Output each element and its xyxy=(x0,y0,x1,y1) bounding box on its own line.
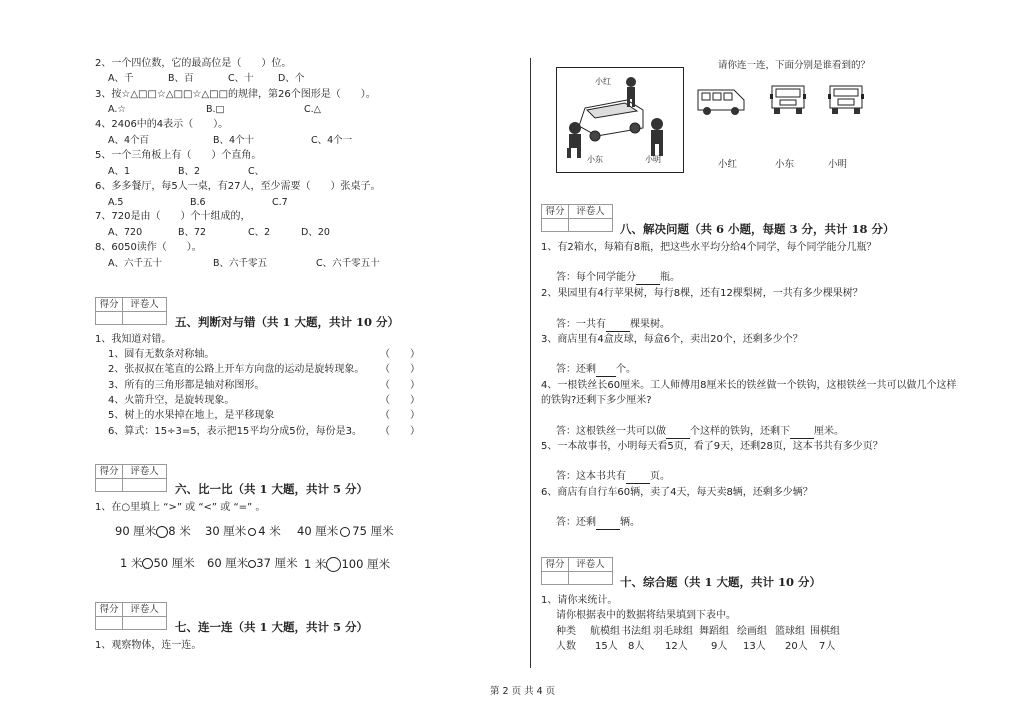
sec6-intro: 1、在○里填上 “>” 或 “<” 或 “=” 。 xyxy=(95,502,266,513)
compare-1: 90 厘米 8 米 xyxy=(115,524,191,538)
q2-opt-b: B、百 xyxy=(168,73,194,84)
back-view-icon[interactable] xyxy=(826,82,866,118)
sec5-item-5: 5、树上的水果掉在地上，是平移现象 xyxy=(108,410,275,421)
grader-label: 评卷人 xyxy=(123,465,166,479)
stat-count-5: 13人 xyxy=(743,641,766,652)
answer-blank[interactable] xyxy=(596,364,616,377)
q8-opt-c: C、六千零五十 xyxy=(316,258,380,269)
pic-label-right: 小明 xyxy=(645,155,661,164)
q3-text: 3、按☆△□□☆△□□☆△□□的规律，第26个图形是（ ）。 xyxy=(95,89,376,100)
sec8-a6: 答：还剩 辆。 xyxy=(556,517,640,528)
compare-circle[interactable] xyxy=(340,527,350,537)
sec8-q3: 3、商店里有4盒皮球，每盒6个，卖出20个，还剩多少个？ xyxy=(541,334,803,345)
pic-label-left: 小东 xyxy=(587,155,603,164)
sec8-a4: 答：这根铁丝一共可以做 个这样的铁钩，还剩下 厘米。 xyxy=(556,426,844,437)
column-divider xyxy=(530,58,531,668)
grader-label: 评卷人 xyxy=(123,603,166,617)
compare-5: 60 厘米 37 厘米 xyxy=(207,556,298,570)
q6-opt-c: C.7 xyxy=(272,197,288,208)
score-box-10 xyxy=(541,557,613,585)
page-number: 第 2 页 共 4 页 xyxy=(490,686,556,697)
front-view-icon[interactable] xyxy=(768,82,808,118)
q4-text: 4、2406中的4表示（ ）。 xyxy=(95,119,229,130)
name-xiaodong[interactable]: 小东 xyxy=(775,159,795,170)
sec8-q5: 5、一本故事书，小明每天看5页，看了9天，还剩28页，这本书共有多少页？ xyxy=(541,441,883,452)
q6-text: 6、多多餐厅，每5人一桌，有27人，至少需要（ ）张桌子。 xyxy=(95,181,381,192)
sec8-q2: 2、果园里有4行苹果树，每行8棵，还有12棵梨树，一共有多少棵果树？ xyxy=(541,288,863,299)
sec5-item-1: 1、圆有无数条对称轴。 xyxy=(108,349,215,360)
sec8-a2: 答：一共有 棵果树。 xyxy=(556,319,670,330)
q3-opt-b: B.□ xyxy=(206,104,225,115)
score-label: 得分 xyxy=(96,465,123,479)
grader-label: 评卷人 xyxy=(569,205,612,219)
name-xiaoming[interactable]: 小明 xyxy=(828,159,848,170)
compare-circle[interactable] xyxy=(248,528,256,536)
sec5-item-3: 3、所有的三角形都是轴对称图形。 xyxy=(108,380,265,391)
stat-header-2: 书法组 xyxy=(621,626,651,637)
score-box-8 xyxy=(541,204,613,232)
q2-text: 2、一个四位数，它的最高位是（ ）位。 xyxy=(95,58,292,69)
q5-opt-b: B、2 xyxy=(178,166,201,177)
sec8-q6: 6、商店有自行车60辆，卖了4天，每天卖8辆，还剩多少辆？ xyxy=(541,487,813,498)
sec8-q1: 1、有2箱水，每箱有8瓶，把这些水平均分给4个同学，每个同学能分几瓶？ xyxy=(541,242,877,253)
score-box-7 xyxy=(95,602,167,630)
q4-opt-a: A、4个百 xyxy=(108,135,150,146)
sec8-q4-line1: 4、一根铁丝长60厘米。工人师傅用8厘米长的铁丝做一个铁钩，这根铁丝一共可以做几个这样 xyxy=(541,380,957,391)
score-label: 得分 xyxy=(542,205,569,219)
answer-paren: （ ） xyxy=(380,395,420,406)
sec7-intro: 1、观察物体，连一连。 xyxy=(95,640,202,651)
score-label: 得分 xyxy=(96,603,123,617)
sec5-intro: 1、我知道对错。 xyxy=(95,334,172,345)
compare-3: 40 厘米 75 厘米 xyxy=(297,524,394,538)
q4-opt-c: C、4个一 xyxy=(311,135,353,146)
answer-paren: （ ） xyxy=(380,410,420,421)
sec10-sub: 请你根据表中的数据将结果填到下表中。 xyxy=(556,610,736,621)
stat-count-1: 15人 xyxy=(595,641,618,652)
q7-opt-b: B、72 xyxy=(178,227,207,238)
answer-paren: （ ） xyxy=(380,380,420,391)
stat-header-0: 种类 xyxy=(556,626,576,637)
connect-prompt: 请你连一连，下面分别是谁看到的？ xyxy=(718,60,871,71)
q6-opt-b: B.6 xyxy=(190,197,206,208)
side-view-icon[interactable] xyxy=(696,84,748,118)
sec8-q4-line2: 的铁钩?还剩下多少厘米? xyxy=(541,395,652,406)
stat-header-3: 羽毛球组 xyxy=(653,626,693,637)
q2-opt-d: D、个 xyxy=(278,73,305,84)
stat-count-7: 7人 xyxy=(819,641,836,652)
q5-text: 5、一个三角板上有（ ）个直角。 xyxy=(95,150,262,161)
stat-header-7: 围棋组 xyxy=(810,626,840,637)
answer-blank[interactable] xyxy=(636,272,660,285)
q7-text: 7、720是由（ ）个十组成的， xyxy=(95,211,251,222)
q8-text: 8、6050读作（ ）。 xyxy=(95,242,202,253)
grader-label: 评卷人 xyxy=(123,298,166,312)
compare-2: 30 厘米 4 米 xyxy=(205,524,281,538)
sec8-a5: 答：这本书共有 页。 xyxy=(556,471,670,482)
sec6-title: 六、比一比（共 1 大题，共计 5 分） xyxy=(175,482,369,496)
sec5-item-6: 6、算式：15÷3=5，表示把15平均分成5份，每份是3。 xyxy=(108,426,363,437)
sec8-title: 八、解决问题（共 6 小题，每题 3 分，共计 18 分） xyxy=(620,222,895,236)
compare-circle[interactable] xyxy=(156,526,168,538)
compare-4: 1 米 50 厘米 xyxy=(120,556,195,570)
stat-header-1: 航模组 xyxy=(590,626,620,637)
q6-opt-a: A.5 xyxy=(108,197,124,208)
sec8-a3: 答：还剩 个。 xyxy=(556,364,636,375)
sec5-item-4: 4、火箭升空，是旋转现象。 xyxy=(108,395,235,406)
sec8-a1: 答：每个同学能分 瓶。 xyxy=(556,272,680,283)
name-xiaohong[interactable]: 小红 xyxy=(718,159,738,170)
answer-blank[interactable] xyxy=(606,319,630,332)
answer-paren: （ ） xyxy=(380,364,420,375)
q8-opt-a: A、六千五十 xyxy=(108,258,162,269)
q3-opt-c: C.△ xyxy=(304,104,321,115)
pic-label-top: 小红 xyxy=(595,77,611,86)
q7-opt-c: C、2 xyxy=(248,227,271,238)
stat-count-4: 9人 xyxy=(711,641,728,652)
answer-blank[interactable] xyxy=(790,426,814,439)
q2-opt-c: C、十 xyxy=(228,73,254,84)
q4-opt-b: B、4个十 xyxy=(213,135,255,146)
stat-count-0: 人数 xyxy=(556,641,576,652)
answer-paren: （ ） xyxy=(380,426,420,437)
answer-blank[interactable] xyxy=(666,426,690,439)
compare-circle[interactable] xyxy=(142,558,153,569)
sec10-title: 十、综合题（共 1 大题，共计 10 分） xyxy=(620,575,822,589)
sec5-title: 五、判断对与错（共 1 大题，共计 10 分） xyxy=(175,315,400,329)
sec10-intro: 1、请你来统计。 xyxy=(541,595,618,606)
q7-opt-d: D、20 xyxy=(301,227,330,238)
q2-opt-a: A、千 xyxy=(108,73,134,84)
answer-paren: （ ） xyxy=(380,349,420,360)
observation-picture xyxy=(556,67,684,173)
score-label: 得分 xyxy=(542,558,569,572)
stat-header-5: 绘画组 xyxy=(737,626,767,637)
score-box-5 xyxy=(95,297,167,325)
sec5-item-2: 2、张叔叔在笔直的公路上开车方向盘的运动是旋转现象。 xyxy=(108,364,365,375)
q7-opt-a: A、720 xyxy=(108,227,143,238)
score-label: 得分 xyxy=(96,298,123,312)
compare-6: 1 米 100 厘米 xyxy=(304,557,391,571)
grader-label: 评卷人 xyxy=(569,558,612,572)
sec7-title: 七、连一连（共 1 大题，共计 5 分） xyxy=(175,620,369,634)
answer-blank[interactable] xyxy=(626,471,650,484)
stat-count-2: 8人 xyxy=(628,641,645,652)
compare-circle[interactable] xyxy=(326,557,341,572)
q5-opt-c: C、 xyxy=(248,166,265,177)
stat-count-3: 12人 xyxy=(665,641,688,652)
stat-header-4: 舞蹈组 xyxy=(699,626,729,637)
answer-blank[interactable] xyxy=(596,517,620,530)
q8-opt-b: B、六千零五 xyxy=(213,258,268,269)
stat-header-6: 篮球组 xyxy=(775,626,805,637)
q3-opt-a: A.☆ xyxy=(108,104,126,115)
stat-count-6: 20人 xyxy=(785,641,808,652)
q5-opt-a: A、1 xyxy=(108,166,131,177)
score-box-6 xyxy=(95,464,167,492)
